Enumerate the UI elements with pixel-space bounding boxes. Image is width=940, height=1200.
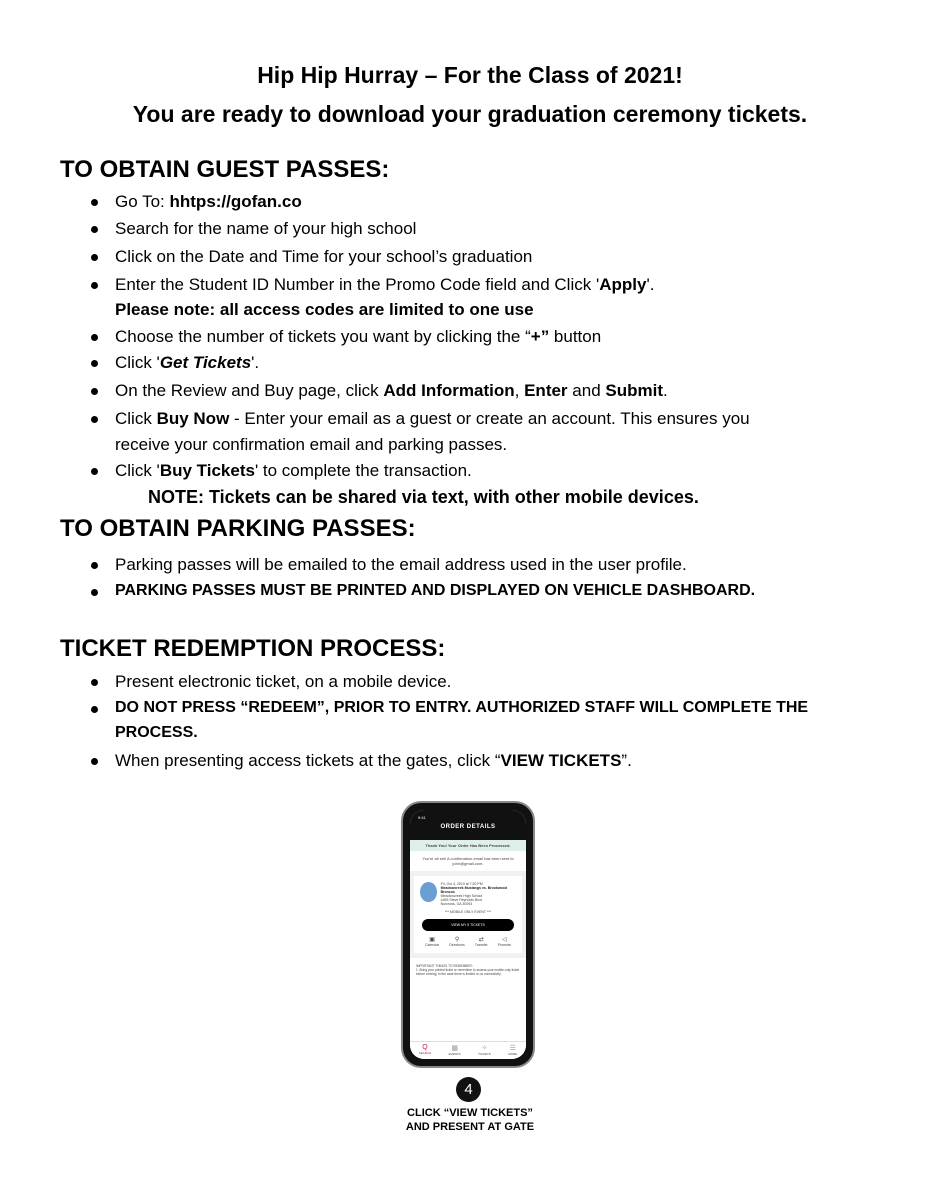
status-time: 9:41	[418, 815, 426, 820]
label: SEARCH	[418, 1051, 432, 1055]
title-line-2: You are ready to download your graduation ceremony tickets.	[132, 101, 808, 127]
text: Click	[115, 409, 157, 428]
step-caption	[0, 1106, 940, 1134]
label: EVENTS	[448, 1052, 461, 1056]
list-item: Parking passes will be emailed to the email address used in the user profile.	[115, 555, 687, 574]
mobile-only-label: *** MOBILE ONLY EVENT ***	[444, 910, 492, 914]
text: When presenting access tickets at the gates, click “	[115, 751, 501, 770]
caption-line-1: CLICK “VIEW TICKETS”	[407, 1107, 533, 1119]
calendar-action[interactable]	[425, 936, 439, 947]
order-details-title: ORDER DETAILS	[440, 824, 496, 830]
menu-icon: ☰	[509, 1045, 516, 1052]
venue: Meadowcreek High School	[440, 894, 483, 898]
text: Click '	[115, 461, 160, 480]
phone-screen	[410, 810, 526, 1059]
bold-text: +”	[530, 327, 550, 346]
list-item	[115, 461, 472, 481]
label: Directions	[449, 943, 465, 947]
list-item	[115, 409, 750, 429]
megaphone-icon: ◁	[502, 937, 507, 943]
redemption-heading: TICKET REDEMPTION PROCESS:	[60, 635, 446, 662]
text: Go To:	[115, 192, 170, 211]
list-item: DO NOT PRESS “REDEEM”, PRIOR TO ENTRY. AUTHORIZED STAFF WILL COMPLETE THE	[115, 699, 809, 716]
view-tickets-button[interactable]: VIEW MY 5 TICKETS	[422, 919, 514, 931]
list-item	[115, 275, 654, 295]
text: Choose the number of tickets you want by clicking the “	[115, 327, 531, 346]
text: button	[549, 327, 602, 346]
guest-heading: TO OBTAIN GUEST PASSES:	[60, 156, 390, 183]
transfer-action[interactable]	[475, 936, 488, 947]
text: .	[662, 381, 668, 400]
list-item-continuation: receive your confirmation email and parking passes.	[115, 435, 508, 454]
label: Transfer	[474, 943, 488, 947]
text: Click '	[115, 353, 160, 372]
text: Enter the Student ID Number in the Promo Code field and Click '	[115, 275, 600, 294]
important-item: 1. Bring your printed ticket or remember to access your mobile-only ticket before arriving, in the case there is limited or no connectivity.	[416, 968, 520, 976]
phone-tab-bar	[410, 1041, 526, 1059]
address-1: 4455 Steve Reynolds Blvd.	[440, 898, 483, 902]
text: ,	[514, 381, 525, 400]
bold-text: Enter	[524, 381, 568, 400]
event-name: Meadowcreek Mustangs vs. Brookwood Broncos	[440, 886, 507, 894]
access-code-note: Please note: all access codes are limited to one use	[115, 300, 534, 319]
text: ”.	[621, 751, 632, 770]
tab-more[interactable]	[508, 1044, 517, 1059]
transfer-icon: ⇄	[478, 937, 484, 943]
title-line-1: Hip Hip Hurray – For the Class of 2021!	[257, 62, 683, 88]
label: Calendar	[425, 943, 440, 947]
text: '.	[646, 275, 655, 294]
caption-line-2: AND PRESENT AT GATE	[405, 1121, 535, 1133]
phone-header	[410, 810, 526, 840]
tab-tickets[interactable]	[478, 1044, 491, 1059]
location-pin-icon: ⚲	[454, 937, 460, 943]
school-logo-icon	[420, 882, 437, 902]
list-item: Present electronic ticket, on a mobile device.	[115, 672, 452, 691]
list-item	[115, 353, 259, 373]
list-item: Search for the name of your high school	[115, 219, 417, 238]
calendar-icon: ▣	[429, 937, 435, 943]
bold-text: Add Information	[383, 381, 515, 400]
step-number-badge: 4	[456, 1077, 481, 1102]
confirmation-text: You're all set! A confirmation email has been sent to john@gmail.com.	[422, 856, 514, 866]
thanks-banner: Thank You! Your Order Has Been Processed.	[410, 840, 526, 851]
text: '.	[251, 353, 260, 372]
address-2: Norcross, GA 30093	[440, 902, 473, 906]
list-item: Click on the Date and Time for your school’s graduation	[115, 247, 533, 266]
parking-heading: TO OBTAIN PARKING PASSES:	[60, 515, 416, 542]
important-heading: IMPORTANT THINGS TO REMEMBER:	[416, 964, 473, 968]
label: Promote	[497, 943, 511, 947]
bold-text: Buy Now	[156, 409, 230, 428]
label: MORE	[508, 1052, 518, 1056]
list-item	[115, 327, 601, 347]
list-item: PARKING PASSES MUST BE PRINTED AND DISPLAYED ON VEHICLE DASHBOARD.	[115, 582, 756, 599]
bold-text: Submit	[605, 381, 663, 400]
text: ' to complete the transaction.	[254, 461, 472, 480]
gofan-link[interactable]: hhtps://gofan.co	[169, 192, 302, 211]
list-item-continuation: PROCESS.	[115, 724, 198, 741]
list-item	[115, 192, 302, 212]
label: TICKETS	[478, 1052, 491, 1056]
list-item	[115, 751, 632, 771]
ticket-icon: ✧	[481, 1045, 488, 1052]
tab-events[interactable]	[449, 1044, 461, 1059]
bold-text: Apply	[599, 275, 647, 294]
bold-text: Get Tickets	[159, 353, 252, 372]
search-icon: Q	[422, 1044, 428, 1051]
event-date: Fri, Oct 4, 2019 at 7:30 PM	[440, 882, 483, 886]
phone-mockup	[401, 801, 535, 1068]
bold-text: VIEW TICKETS	[500, 751, 622, 770]
text: - Enter your email as a guest or create an account. This ensures you	[229, 409, 750, 428]
text: On the Review and Buy page, click	[115, 381, 384, 400]
list-item	[115, 381, 668, 401]
promote-action[interactable]	[498, 936, 511, 947]
events-icon: ▦	[451, 1045, 458, 1052]
ticket-card	[410, 871, 526, 958]
directions-action[interactable]	[449, 936, 465, 947]
text: and	[567, 381, 606, 400]
tab-search[interactable]	[419, 1044, 432, 1059]
sharing-note: NOTE: Tickets can be shared via text, with other mobile devices.	[148, 487, 699, 507]
bold-text: Buy Tickets	[159, 461, 255, 480]
